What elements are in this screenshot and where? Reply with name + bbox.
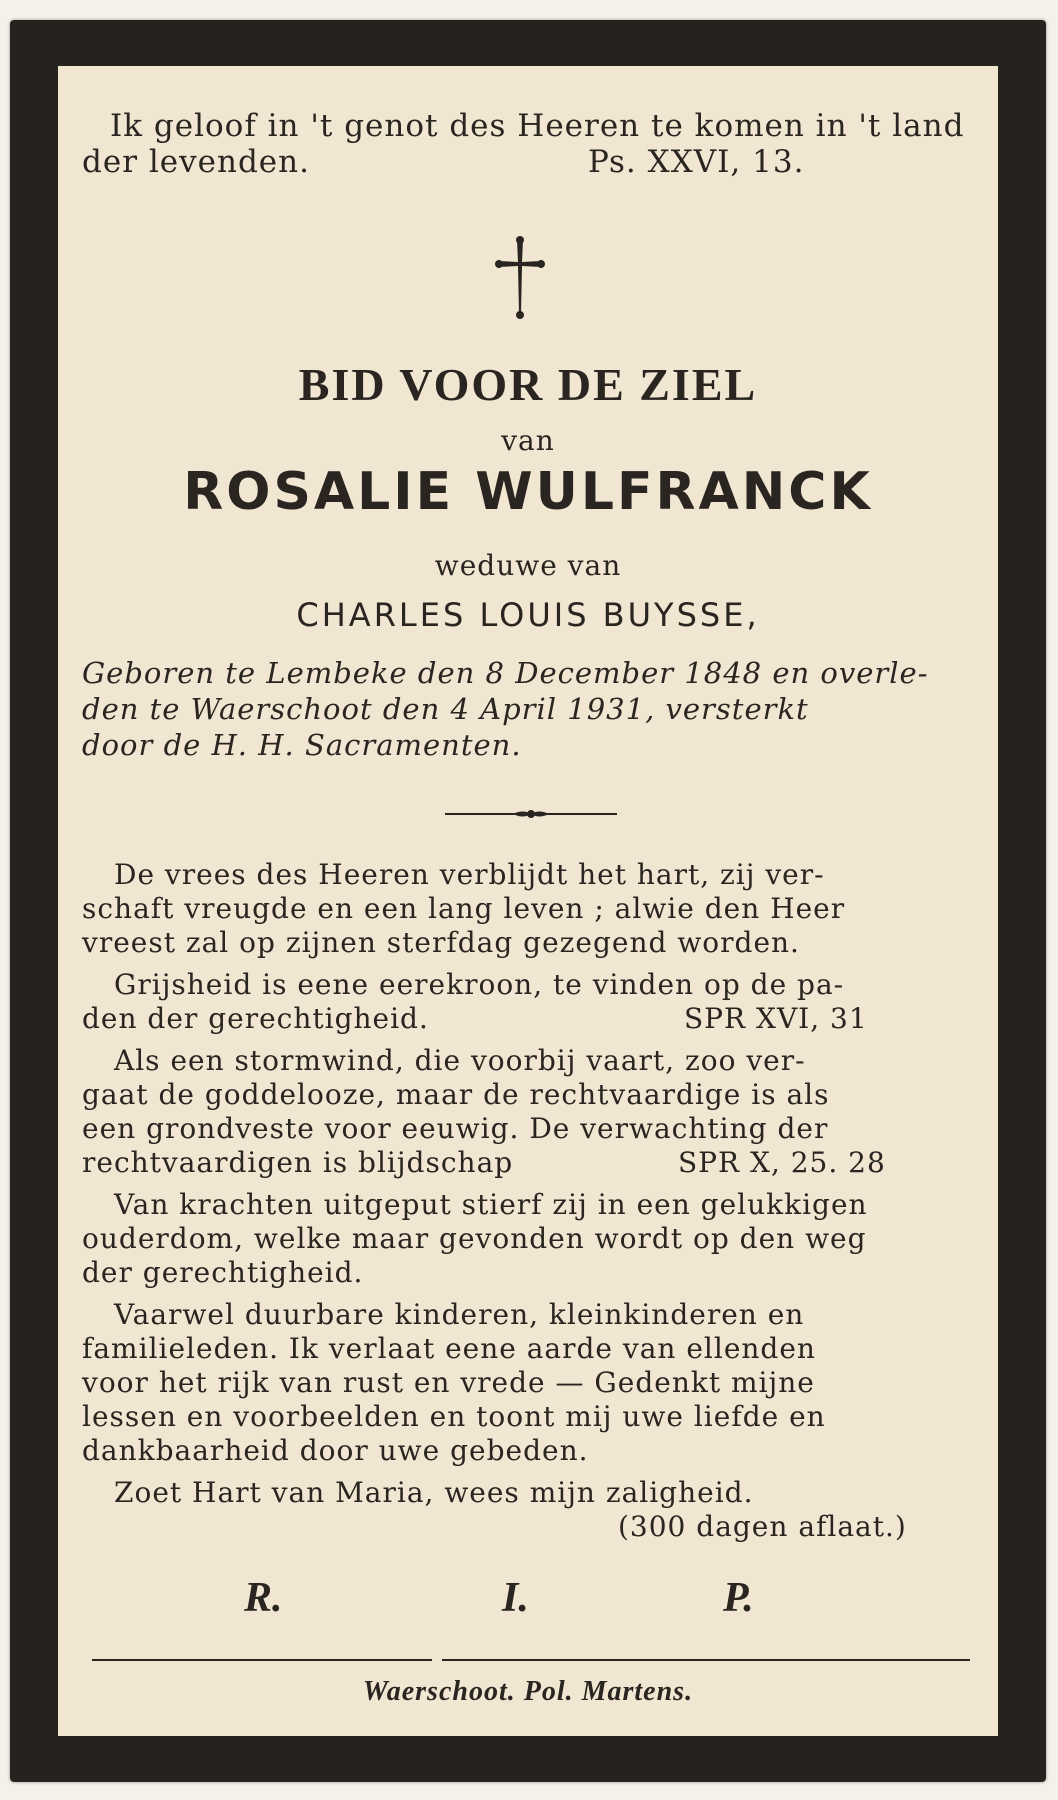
verse-line: voor het rijk van rust en vrede — Gedenkt mijne (82, 1366, 815, 1399)
verse-line: vreest zal op zijnen sterfdag gezegend worden. (82, 926, 800, 959)
verse-line: gaat de goddelooze, maar de rechtvaardige is als (82, 1078, 830, 1111)
verse-line: schaft vreugde en een lang leven ; alwie den Heer (82, 892, 846, 925)
verse-line: rechtvaardigen is blijdschap (82, 1146, 514, 1179)
deceased-name: ROSALIE WULFRANCK (183, 462, 873, 522)
scripture-reference: SPR X, 25. 28 (678, 1146, 886, 1179)
verse-line: der gerechtigheid. (82, 1256, 364, 1289)
verse-line: dankbaarheid door uwe gebeden. (82, 1434, 589, 1467)
scripture-reference: SPR XVI, 31 (684, 1002, 868, 1035)
birth-death-line-3: door de H. H. Sacramenten. (82, 728, 522, 762)
verse-line: Vaarwel duurbare kinderen, kleinkinderen en (114, 1298, 805, 1331)
epigraph-line-1: Ik geloof in 't genot des Heeren te komen in 't land (110, 108, 965, 144)
footer-rule-right (442, 1659, 970, 1661)
epigraph-line-2: der levenden. (82, 144, 310, 180)
rip-r: R. (244, 1575, 283, 1621)
van-label: van (501, 424, 555, 457)
ornamental-divider (443, 804, 619, 824)
rip-p: P. (723, 1575, 754, 1621)
birth-death-line-2: den te Waerschoot den 4 April 1931, versterkt (82, 692, 809, 726)
verse-line: ouderdom, welke maar gevonden wordt op den weg (82, 1222, 867, 1255)
epigraph-reference: Ps. XXVI, 13. (588, 144, 805, 180)
verse-line: Van krachten uitgeput stierf zij in een gelukkigen (114, 1188, 868, 1221)
printer-imprint: Waerschoot. Pol. Martens. (362, 1676, 694, 1707)
verse-line: een grondveste voor eeuwig. De verwachting der (82, 1112, 829, 1145)
cross-icon (494, 236, 546, 320)
verse-line: Als een stormwind, die voorbij vaart, zoo ver- (114, 1044, 806, 1077)
widow-of-label: weduwe van (434, 549, 622, 582)
verse-line: den der gerechtigheid. (82, 1002, 429, 1035)
verse-line: lessen en voorbeelden en toont mij uwe liefde en (82, 1400, 826, 1433)
husband-name: CHARLES LOUIS BUYSSE, (296, 596, 760, 634)
footer-rule-left (92, 1659, 432, 1661)
verse-line: familieleden. Ik verlaat eene aarde van ellenden (82, 1332, 816, 1365)
verse-line: Zoet Hart van Maria, wees mijn zaligheid. (114, 1476, 754, 1509)
prayer-heading: BID VOOR DE ZIEL (298, 359, 758, 410)
indulgence-note: (300 dagen aflaat.) (618, 1510, 907, 1543)
card-paper (58, 66, 998, 1736)
verse-line: De vrees des Heeren verblijdt het hart, zij ver- (114, 858, 825, 891)
birth-death-line-1: Geboren te Lembeke den 8 December 1848 en overle- (82, 656, 929, 690)
verse-line: Grijsheid is eene eerekroon, te vinden op de pa- (114, 968, 845, 1001)
rip-i: I. (502, 1575, 529, 1621)
